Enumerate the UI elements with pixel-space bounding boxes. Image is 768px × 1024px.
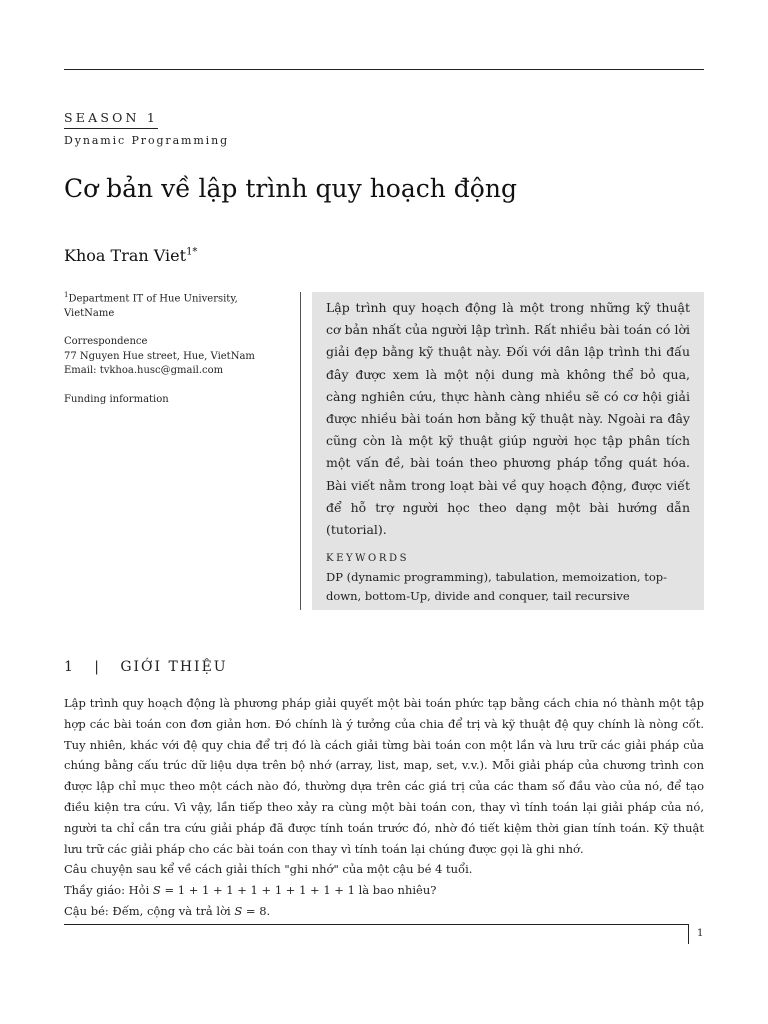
section-body bbox=[64, 693, 704, 922]
teacher-question-prefix: Thầy giáo: Hỏi bbox=[64, 883, 153, 898]
affiliation bbox=[64, 288, 284, 321]
author-line bbox=[64, 246, 197, 265]
affiliation-superscript: 1 bbox=[64, 291, 69, 299]
math-variable-s: S bbox=[152, 883, 161, 898]
body-paragraph-3 bbox=[64, 880, 704, 901]
correspondence-address: 77 Nguyen Hue street, Hue, VietNam bbox=[64, 350, 255, 362]
correspondence bbox=[64, 335, 284, 379]
correspondence-label: Correspondence bbox=[64, 336, 148, 348]
footer-rule bbox=[64, 924, 688, 925]
abstract-text: Lập trình quy hoạch động là một trong những kỹ thuật cơ bản nhất của người lập trình. Rất nhiều bài toán có lời giải đẹp bằng kỹ thuật này. Đối với dân lập trình thi đấu đây được xem là một nội dung mà không thể bỏ qua, càng nghiên cứu, thực hành càng nhiều sẽ có cơ hội giải được nhiều bài toán hơn bằng kỹ thuật này. Ngoài ra đây cũng còn là một kỹ thuật giúp người học tập phân tích một vấn đề, bài toán theo phương pháp tổng quát hóa. Bài viết nằm trong loạt bài về quy hoạch động, được viết để hỗ trợ người học theo dạng một bài hướng dẫn (tutorial). bbox=[326, 300, 690, 538]
series-label: Dynamic Programming bbox=[64, 134, 230, 147]
boy-answer-prefix: Cậu bé: Đếm, cộng và trả lời bbox=[64, 903, 235, 918]
body-paragraph-4 bbox=[64, 901, 704, 922]
body-paragraph-1: Lập trình quy hoạch động là phương pháp giải quyết một bài toán phức tạp bằng cách chia nó thành một tập hợp các bài toán con đơn giản hơn. Đó chính là ý tưởng của chia để trị và kỹ thuật đệ quy chính là nòng cốt. Tuy nhiên, khác với đệ quy chia để trị đó là cách giải từng bài toán con một lần và lưu trữ các giải pháp của chúng bằng cấu trúc dữ liệu dựa trên bộ nhớ (array, list, map, set, v.v.). Mỗi giải pháp của chương trình con được lập chỉ mục theo một cách nào đó, thường dựa trên các giá trị của các tham số đầu vào của nó, để tạo điều kiện tra cứu. Vì vậy, lần tiếp theo xảy ra cùng một bài toán con, thay vì tính toán lại giải pháp của nó, người ta chỉ cần tra cứu giải pháp đã được tính toán trước đó, nhờ đó tiết kiệm thời gian tính toán. Kỹ thuật lưu trữ các giải pháp cho các bài toán con thay vì tính toán lại chúng được gọi là ghi nhớ. bbox=[64, 696, 704, 856]
season-label: SEASON 1 bbox=[64, 110, 158, 125]
body-paragraph-2: Câu chuyện sau kể về cách giải thích "ghi nhớ" của một cậu bé 4 tuổi. bbox=[64, 862, 473, 877]
season-underline bbox=[64, 128, 158, 129]
page-number: 1 bbox=[697, 928, 704, 939]
math-variable-s-answer: S bbox=[234, 903, 243, 918]
funding-information: Funding information bbox=[64, 393, 169, 405]
teacher-question-suffix: = 1 + 1 + 1 + 1 + 1 + 1 + 1 + 1 là bao nhiêu? bbox=[160, 883, 437, 898]
affiliation-text: Department IT of Hue University, VietName bbox=[64, 293, 238, 319]
boy-answer-suffix: = 8. bbox=[242, 903, 271, 918]
abstract-box bbox=[312, 292, 704, 610]
paper-title: Cơ bản về lập trình quy hoạch động bbox=[64, 174, 517, 203]
author-name: Khoa Tran Viet bbox=[64, 246, 187, 265]
abstract-side-bar bbox=[300, 292, 301, 610]
section-heading: 1 | GIỚI THIỆU bbox=[64, 659, 228, 675]
page-number-divider bbox=[688, 924, 689, 944]
affiliation-block bbox=[64, 288, 284, 421]
keywords-text: DP (dynamic programming), tabulation, memoization, top-down, bottom-Up, divide and conquer, tail recursive bbox=[326, 570, 668, 604]
author-superscript: 1* bbox=[186, 246, 198, 258]
top-rule bbox=[64, 69, 704, 70]
correspondence-email: Email: tvkhoa.husc@gmail.com bbox=[64, 365, 224, 377]
keywords-title: KEYWORDS bbox=[326, 553, 410, 565]
